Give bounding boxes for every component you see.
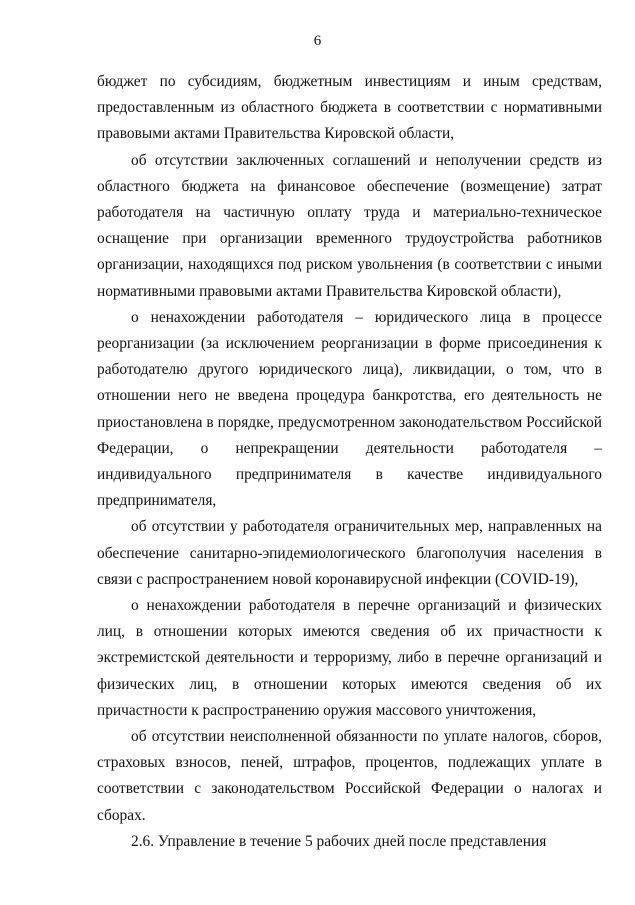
paragraph-no-restrictions: об отсутствии у работодателя ограничительных мер, направленных на обеспечение санитарно-эпидемиологического благополучия населения в связи с распространением новой коронавирусной инфекции (COVID-19), bbox=[97, 518, 602, 588]
paragraph-no-reorganization: о ненахождении работодателя – юридического лица в процессе реорганизации (за исключением реорганизации в форме присоединения к работодателю другого юридического лица), ликвидации, о том, что в отношении него не введена процедура банкротства, его деятельность не приостановлена в порядке, предусмотренном законодательством Российской Федерации, о непрекращении деятельности работодателя – индивидуального предпринимателя в качестве индивидуального предпринимателя, bbox=[97, 308, 602, 510]
paragraph-section-2-6: 2.6. Управление в течение 5 рабочих дней после представления bbox=[131, 832, 547, 850]
paragraph-not-in-lists: о ненахождении работодателя в перечне организаций и физических лиц, в отношении которых имеются сведения об их причастности к экстремистской деятельности и терроризму, либо в перечне организаций и физических лиц, в отношении которых имеются сведения об их причастности к распространению оружия массового уничтожения, bbox=[97, 597, 602, 719]
document-body bbox=[97, 69, 602, 855]
paragraph-no-agreements: об отсутствии заключенных соглашений и неполучении средств из областного бюджета на финансовое обеспечение (возмещение) затрат работодателя на частичную оплату труда и материально-техническое оснащение при организации временного трудоустройства работников организации, находящихся под риском увольнения (в соответствии с иными нормативными правовыми актами Правительства Кировской области), bbox=[97, 151, 602, 300]
paragraph-budget-subsidies: бюджет по субсидиям, бюджетным инвестициям и иным средствам, предоставленным из областного бюджета в соответствии с нормативными правовыми актами Правительства Кировской области, bbox=[97, 73, 602, 143]
paragraph-no-tax-debt: об отсутствии неисполненной обязанности по уплате налогов, сборов, страховых взносов, пеней, штрафов, процентов, подлежащих уплате в соответствии с законодательством Российской Федерации о налогах и сборах. bbox=[97, 728, 602, 824]
page-number: 6 bbox=[313, 33, 322, 49]
